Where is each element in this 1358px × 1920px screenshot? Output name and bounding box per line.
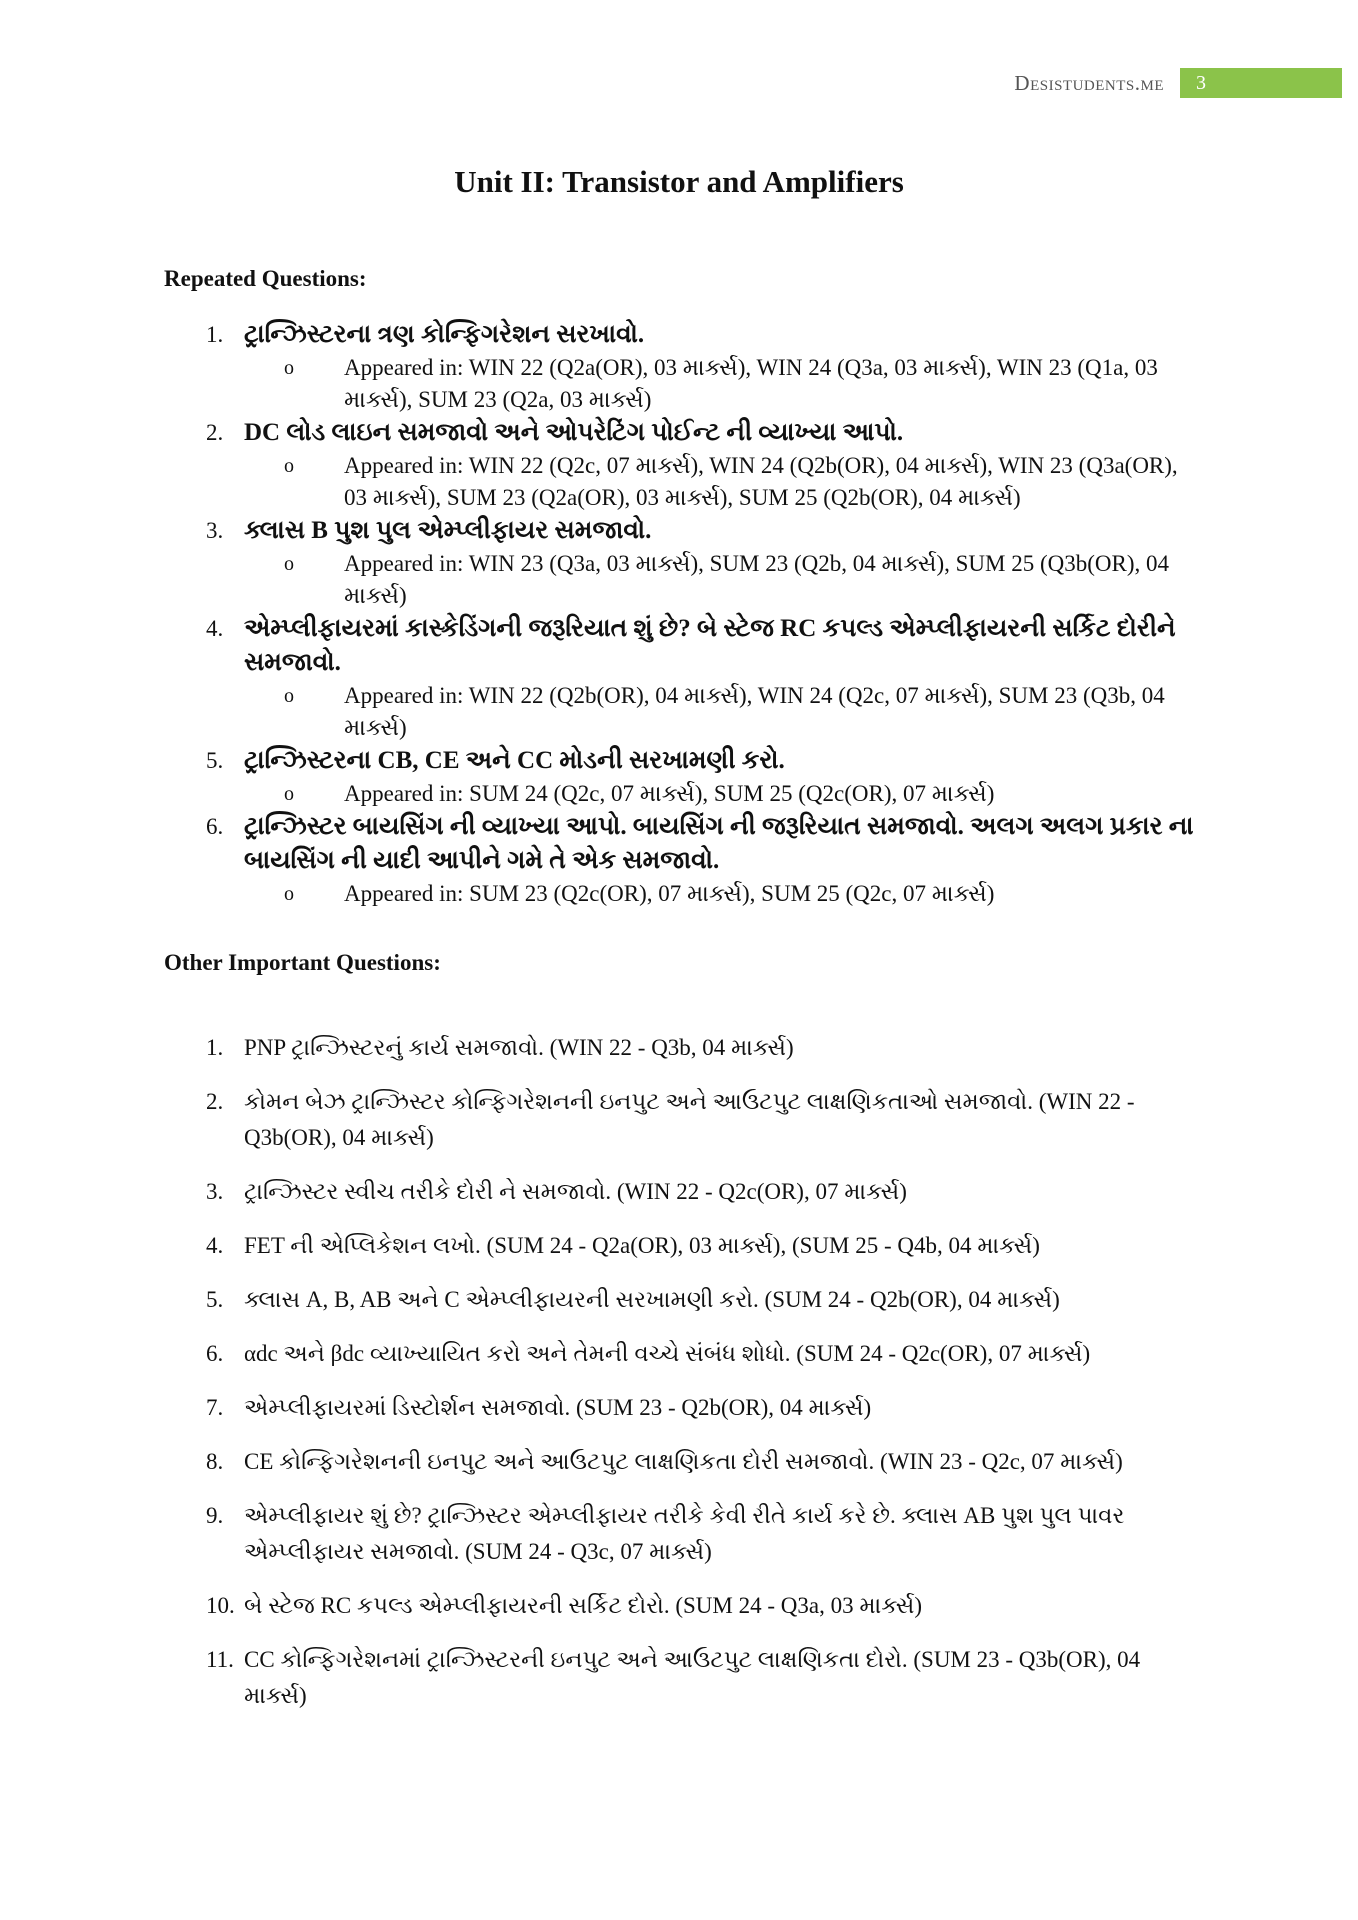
other-question (164, 1174, 1194, 1210)
question-text: ક્લાસ A, B, AB અને C એમ્પ્લીફાયરની સરખામણી કરો. (SUM 24 - Q2b(OR), 04 માર્ક્સ) (244, 1287, 1060, 1312)
question-text: PNP ટ્રાન્ઝિસ્ટરનું કાર્ય સમજાવો. (WIN 22 - Q3b, 04 માર્ક્સ) (244, 1035, 794, 1060)
appeared-in: Appeared in: WIN 22 (Q2a(OR), 03 માર્ક્સ), WIN 24 (Q3a, 03 માર્ક્સ), WIN 23 (Q1a, 03 માર્ક્સ), SUM 23 (Q2a, 03 માર્ક્સ) (344, 355, 1158, 412)
question-number: 3. (206, 518, 224, 543)
question-text: ટ્રાન્ઝિસ્ટર બાયસિંગ ની વ્યાખ્યા આપો. બાયસિંગ ની જરૂરિયાત સમજાવો. અલગ અલગ પ્રકાર ના બાયસિંગ ની યાદી આપીને ગમે તે એક સમજાવો. (244, 813, 1194, 874)
question-text: αdc અને βdc વ્યાખ્યાયિત કરો અને તેમની વચ્ચે સંબંધ શોધો. (SUM 24 - Q2c(OR), 07 માર્ક્સ) (244, 1341, 1091, 1366)
bullet: o (284, 357, 294, 379)
appeared-in: Appeared in: SUM 23 (Q2c(OR), 07 માર્ક્સ), SUM 25 (Q2c, 07 માર્ક્સ) (344, 881, 995, 906)
repeated-question (164, 514, 1194, 612)
other-question (164, 1336, 1194, 1372)
question-number: 6. (206, 814, 224, 839)
question-number: 9. (206, 1503, 224, 1528)
bullet: o (284, 783, 294, 805)
question-text: ટ્રાન્ઝિસ્ટરના ત્રણ કોન્ફિગરેશન સરખાવો. (244, 321, 645, 348)
repeated-question (164, 612, 1194, 744)
appeared-in: Appeared in: WIN 22 (Q2b(OR), 04 માર્ક્સ), WIN 24 (Q2c, 07 માર્ક્સ), SUM 23 (Q3b, 04 માર્ક્સ) (344, 683, 1165, 740)
repeated-question (164, 744, 1194, 810)
other-question (164, 1498, 1194, 1570)
other-questions-heading: Other Important Questions: (164, 950, 441, 975)
appeared-in: Appeared in: SUM 24 (Q2c, 07 માર્ક્સ), SUM 25 (Q2c(OR), 07 માર્ક્સ) (344, 781, 995, 806)
question-number: 10. (206, 1593, 235, 1618)
other-question (164, 1282, 1194, 1318)
other-question (164, 1390, 1194, 1426)
repeated-question (164, 810, 1194, 910)
question-number: 4. (206, 1233, 224, 1258)
appeared-in: Appeared in: WIN 22 (Q2c, 07 માર્ક્સ), WIN 24 (Q2b(OR), 04 માર્ક્સ), WIN 23 (Q3a(OR), 03 માર્ક્સ), SUM 23 (Q2a(OR), 03 માર્ક્સ), SUM 25 (Q2b(OR), 04 માર્ક્સ) (344, 453, 1178, 510)
question-text: એમ્પ્લીફાયરમાં ડિસ્ટોર્શન સમજાવો. (SUM 23 - Q2b(OR), 04 માર્ક્સ) (244, 1395, 872, 1420)
other-question (164, 1642, 1194, 1714)
question-text: બે સ્ટેજ RC કપલ્ડ એમ્પ્લીફાયરની સર્કિટ દોરો. (SUM 24 - Q3a, 03 માર્ક્સ) (244, 1593, 922, 1618)
question-text: DC લોડ લાઇન સમજાવો અને ઓપરેટિંગ પોઈન્ટ ની વ્યાખ્યા આપો. (244, 419, 904, 446)
page-header (1014, 68, 1342, 98)
question-number: 8. (206, 1449, 224, 1474)
site-name: Desistudents.me (1014, 70, 1164, 95)
other-questions-list (164, 1030, 1194, 1732)
question-number: 3. (206, 1179, 224, 1204)
question-text: ક્લાસ B પુશ પુલ એમ્પ્લીફાયર સમજાવો. (244, 517, 652, 544)
question-text: FET ની એપ્લિકેશન લખો. (SUM 24 - Q2a(OR), 03 માર્ક્સ), (SUM 25 - Q4b, 04 માર્ક્સ) (244, 1233, 1040, 1258)
other-question (164, 1588, 1194, 1624)
question-text: CE કોન્ફિગરેશનની ઇનપુટ અને આઉટપુટ લાક્ષણિકતા દોરી સમજાવો. (WIN 23 - Q2c, 07 માર્ક્સ) (244, 1449, 1123, 1474)
other-question (164, 1030, 1194, 1066)
other-question (164, 1228, 1194, 1264)
question-number: 1. (206, 1035, 224, 1060)
question-number: 5. (206, 1287, 224, 1312)
question-text: કોમન બેઝ ટ્રાન્ઝિસ્ટર કોન્ફિગરેશનની ઇનપુટ અને આઉટપુટ લાક્ષણિકતાઓ સમજાવો. (WIN 22 - Q3b(OR), 04 માર્ક્સ) (244, 1089, 1135, 1150)
other-question (164, 1444, 1194, 1480)
appeared-in: Appeared in: WIN 23 (Q3a, 03 માર્ક્સ), SUM 23 (Q2b, 04 માર્ક્સ), SUM 25 (Q3b(OR), 04 માર્ક્સ) (344, 551, 1170, 608)
repeated-questions-list (164, 318, 1194, 910)
question-number: 2. (206, 420, 224, 445)
question-number: 6. (206, 1341, 224, 1366)
repeated-question (164, 318, 1194, 416)
page-title: Unit II: Transistor and Amplifiers (454, 164, 904, 199)
question-text: એમ્પ્લીફાયરમાં કાસ્કેડિંગની જરૂરિયાત શું છે? બે સ્ટેજ RC કપલ્ડ એમ્પ્લીફાયરની સર્કિટ દોરીને સમજાવો. (244, 615, 1176, 676)
question-number: 5. (206, 748, 224, 773)
question-number: 1. (206, 322, 224, 347)
repeated-questions-heading: Repeated Questions: (164, 266, 367, 291)
bullet: o (284, 455, 294, 477)
question-text: ટ્રાન્ઝિસ્ટરના CB, CE અને CC મોડની સરખામણી કરો. (244, 747, 785, 774)
question-text: CC કોન્ફિગરેશનમાં ટ્રાન્ઝિસ્ટરની ઇનપુટ અને આઉટપુટ લાક્ષણિકતા દોરો. (SUM 23 - Q3b(OR), 04 માર્ક્સ) (244, 1647, 1141, 1708)
page-number: 3 (1180, 68, 1342, 98)
bullet: o (284, 685, 294, 707)
bullet: o (284, 553, 294, 575)
question-number: 11. (206, 1647, 234, 1672)
repeated-question (164, 416, 1194, 514)
question-number: 2. (206, 1089, 224, 1114)
other-question (164, 1084, 1194, 1156)
question-number: 7. (206, 1395, 224, 1420)
question-number: 4. (206, 616, 224, 641)
question-text: એમ્પ્લીફાયર શું છે? ટ્રાન્ઝિસ્ટર એમ્પ્લીફાયર તરીકે કેવી રીતે કાર્ય કરે છે. ક્લાસ AB પુશ પુલ પાવર એમ્પ્લીફાયર સમજાવો. (SUM 24 - Q3c, 07 માર્ક્સ) (244, 1503, 1125, 1564)
bullet: o (284, 883, 294, 905)
question-text: ટ્રાન્ઝિસ્ટર સ્વીચ તરીકે દોરી ને સમજાવો. (WIN 22 - Q2c(OR), 07 માર્ક્સ) (244, 1179, 907, 1204)
